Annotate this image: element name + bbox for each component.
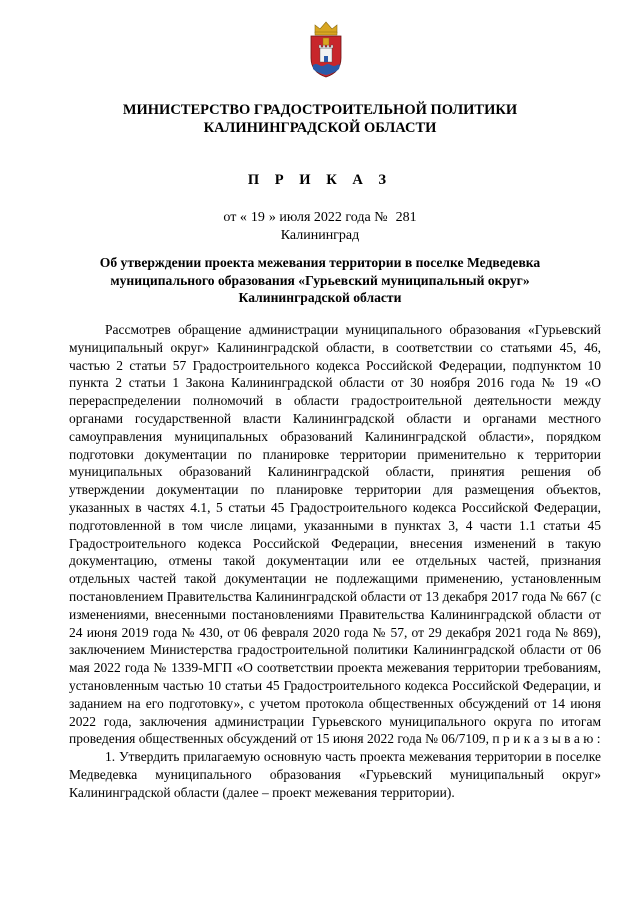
- document-title: Об утверждении проекта межевания территории в поселке Медведевка муниципального образования «Гурьевский муниципальный округ» Калининградской области: [99, 255, 541, 306]
- inner-shield: [323, 38, 329, 45]
- kaliningrad-coat-of-arms-icon: [306, 20, 346, 80]
- date-prefix: от «: [223, 210, 247, 225]
- order-day: 19: [250, 210, 265, 225]
- ministry-name: [0, 101, 640, 137]
- order-city: Калининград: [280, 228, 360, 243]
- body-paragraph-2: 1. Утвердить прилагаемую основную часть проекта межевания территории в поселке Медведевка муниципального образования «Гурьевский муниципальный округ» Калининградской области (далее – проект межевания территории).: [69, 749, 601, 800]
- order-number: 281: [395, 210, 417, 225]
- ministry-line-2: КАЛИНИНГРАДСКОЙ ОБЛАСТИ: [203, 120, 437, 136]
- date-middle: » июля 2022 года №: [268, 210, 388, 225]
- body-paragraph-1: Рассмотрев обращение администрации муниципального образования «Гурьевский муниципальный округ» Калининградской области, в соответствии со статьями 45, 46, частью 2 статьи 57 Градостроительного кодекса Российской Федерации, подпунктом 10 пункта 2 статьи 1 Закона Калининградской области от 30 ноября 2016 года № 19 «О перераспределении полномочий в области градостроительной деятельности между органами государственной власти Калининградской области и органами местного самоуправления муниципальных образований Калининградской области», порядком подготовки документации по планировке территории применительно к территории муниципальных образований Калининградской области, принятия решения об утверждении документации по планировке территории для размещения объектов, указанных в частях 4.1, 5 статьи 45 Градостроительного кодекса Российской Федерации, подготовленной в том числе лицами, указанными в пунктах 3, 4 части 1.1 статьи 45 Градостроительного кодекса Российской Федерации, внесения изменений в такую документацию, отмены такой документации или ее отдельных частей, признания отдельных частей такой документации не подлежащими применению, установленным постановлением Правительства Калининградской области от 13 декабря 2017 года № 667 (с изменениями, внесенными постановлениями Правительства Калининградской области от 24 июня 2019 года № 430, от 06 февраля 2020 года № 57, от 29 декабря 2021 года № 869), заключением Министерства градостроительной политики Калининградской области от 06 мая 2022 года № 1339-МГП «О соответствии проекта межевания территории требованиям, установленным частью 10 статьи 45 Градостроительного кодекса Российской Федерации, и заданием на его подготовку», с учетом протокола общественных обсуждений от 14 июня 2022 года, заключения администрации Гурьевского муниципального округа по итогам проведения общественных обсуждений от 15 июня 2022 года № 06/7109, п р и к а з ы в а ю :: [69, 322, 601, 747]
- waves: [313, 64, 340, 75]
- order-date-line: [0, 209, 640, 227]
- crown-band: [315, 32, 337, 35]
- document-type: П Р И К А З: [247, 172, 393, 188]
- tower-gate: [324, 56, 328, 62]
- document-body: [69, 321, 601, 802]
- crown-shape: [315, 22, 337, 33]
- ministry-line-1: МИНИСТЕРСТВО ГРАДОСТРОИТЕЛЬНОЙ ПОЛИТИКИ: [122, 102, 518, 118]
